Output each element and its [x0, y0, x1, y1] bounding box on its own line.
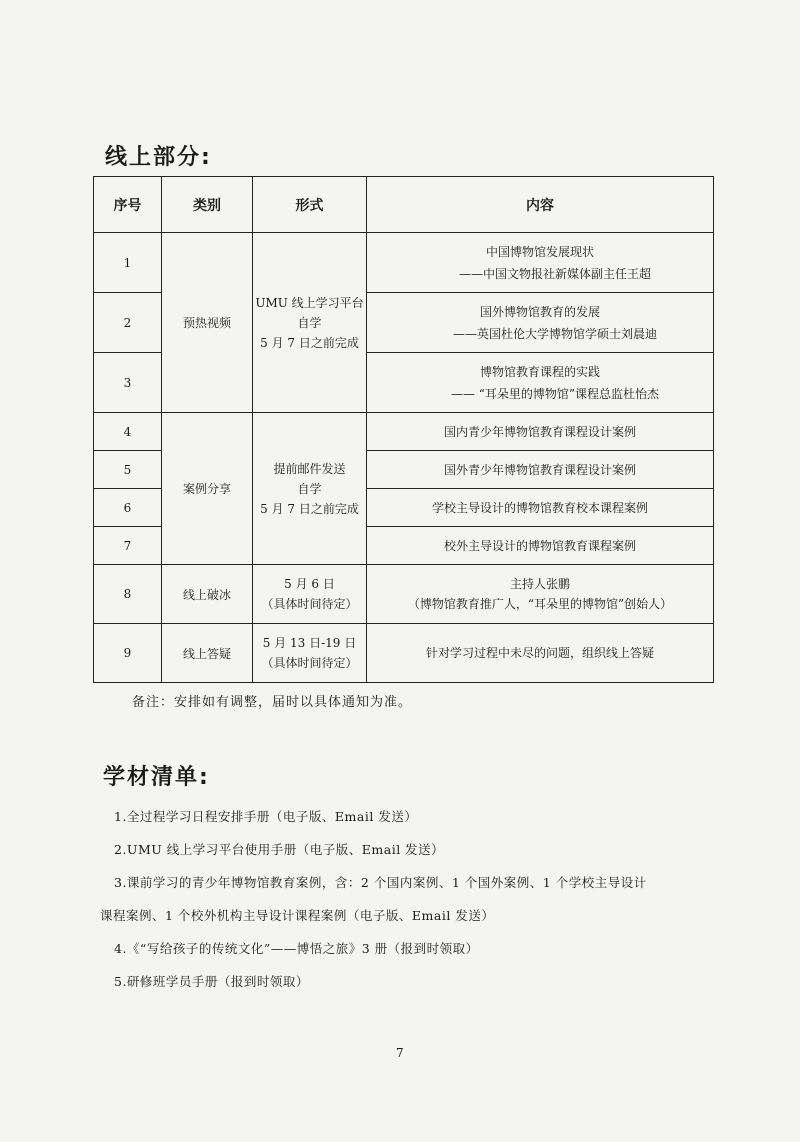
category-cell: 线上答疑	[162, 624, 253, 683]
materials-section-title: 学材清单:	[103, 765, 210, 790]
content-detail: （博物馆教育推广人，“耳朵里的博物馆”创始人）	[407, 597, 673, 611]
list-item: 2.UMU 线上学习平台使用手册（电子版、Email 发送）	[114, 842, 445, 857]
row-number: 8	[94, 565, 162, 624]
row-number: 6	[94, 489, 162, 527]
content-speaker: ——中国文物报社新媒体副主任王超	[458, 266, 651, 281]
format-line: 5 月 13 日-19 日	[262, 636, 357, 650]
table-row	[94, 624, 714, 683]
header-format: 形式	[253, 177, 367, 233]
schedule-table	[93, 176, 714, 683]
online-section-title: 线上部分:	[105, 145, 212, 170]
format-cell	[253, 565, 367, 624]
content-cell	[367, 233, 714, 293]
list-item-continuation: 课程案例、1 个校外机构主导设计课程案例（电子版、Email 发送）	[100, 908, 495, 923]
content-title: 中国博物馆发展现状	[485, 244, 594, 259]
list-item	[100, 866, 724, 932]
header-content: 内容	[367, 177, 714, 233]
content-cell: 针对学习过程中未尽的问题，组织线上答疑	[367, 624, 714, 683]
format-cell	[253, 413, 367, 565]
row-number: 2	[94, 293, 162, 353]
page-number: 7	[396, 1046, 404, 1060]
row-number: 4	[94, 413, 162, 451]
format-line: 自学	[297, 315, 322, 330]
format-line: 自学	[297, 481, 322, 496]
row-number: 7	[94, 527, 162, 565]
list-item: 4.《“写给孩子的传统文化”——博悟之旅》3 册（报到时领取）	[114, 941, 479, 956]
format-cell	[253, 233, 367, 413]
format-line: （具体时间待定）	[261, 656, 358, 670]
content-cell: 国内青少年博物馆教育课程设计案例	[367, 413, 714, 451]
table-row	[94, 233, 714, 293]
content-speaker: —— “耳朵里的博物馆”课程总监杜怡杰	[450, 386, 660, 401]
table-row	[94, 565, 714, 624]
content-cell	[367, 353, 714, 413]
content-cell: 学校主导设计的博物馆教育校本课程案例	[367, 489, 714, 527]
table-note: 备注：安排如有调整，届时以具体通知为准。	[132, 695, 413, 710]
table-header-row	[94, 177, 714, 233]
row-number: 9	[94, 624, 162, 683]
format-cell	[253, 624, 367, 683]
list-item: 1.全过程学习日程安排手册（电子版、Email 发送）	[114, 809, 418, 824]
category-cell: 线上破冰	[162, 565, 253, 624]
category-cell: 案例分享	[162, 413, 253, 565]
materials-list	[100, 800, 724, 998]
content-cell	[367, 293, 714, 353]
content-cell: 国外青少年博物馆教育课程设计案例	[367, 451, 714, 489]
content-cell: 校外主导设计的博物馆教育课程案例	[367, 527, 714, 565]
format-line: 5 月 6 日	[284, 577, 335, 591]
content-cell	[367, 565, 714, 624]
header-category: 类别	[162, 177, 253, 233]
row-number: 5	[94, 451, 162, 489]
content-title: 博物馆教育课程的实践	[479, 364, 600, 379]
content-title: 国外博物馆教育的发展	[479, 304, 600, 319]
row-number: 3	[94, 353, 162, 413]
list-item: 5.研修班学员手册（报到时领取）	[114, 974, 309, 989]
content-title: 主持人张鹏	[509, 577, 570, 591]
table-row	[94, 413, 714, 451]
format-line: （具体时间待定）	[261, 597, 358, 611]
format-line: UMU 线上学习平台	[255, 295, 364, 310]
content-speaker: ——英国杜伦大学博物馆学硕士刘晨迪	[452, 326, 657, 341]
row-number: 1	[94, 233, 162, 293]
category-cell: 预热视频	[162, 233, 253, 413]
format-line: 提前邮件发送	[273, 461, 346, 476]
format-line: 5 月 7 日之前完成	[260, 335, 359, 350]
list-item-text: 3.课前学习的青少年博物馆教育案例，含：2 个国内案例、1 个国外案例、1 个学校主导设计	[114, 875, 647, 890]
header-no: 序号	[94, 177, 162, 233]
format-line: 5 月 7 日之前完成	[260, 501, 359, 516]
